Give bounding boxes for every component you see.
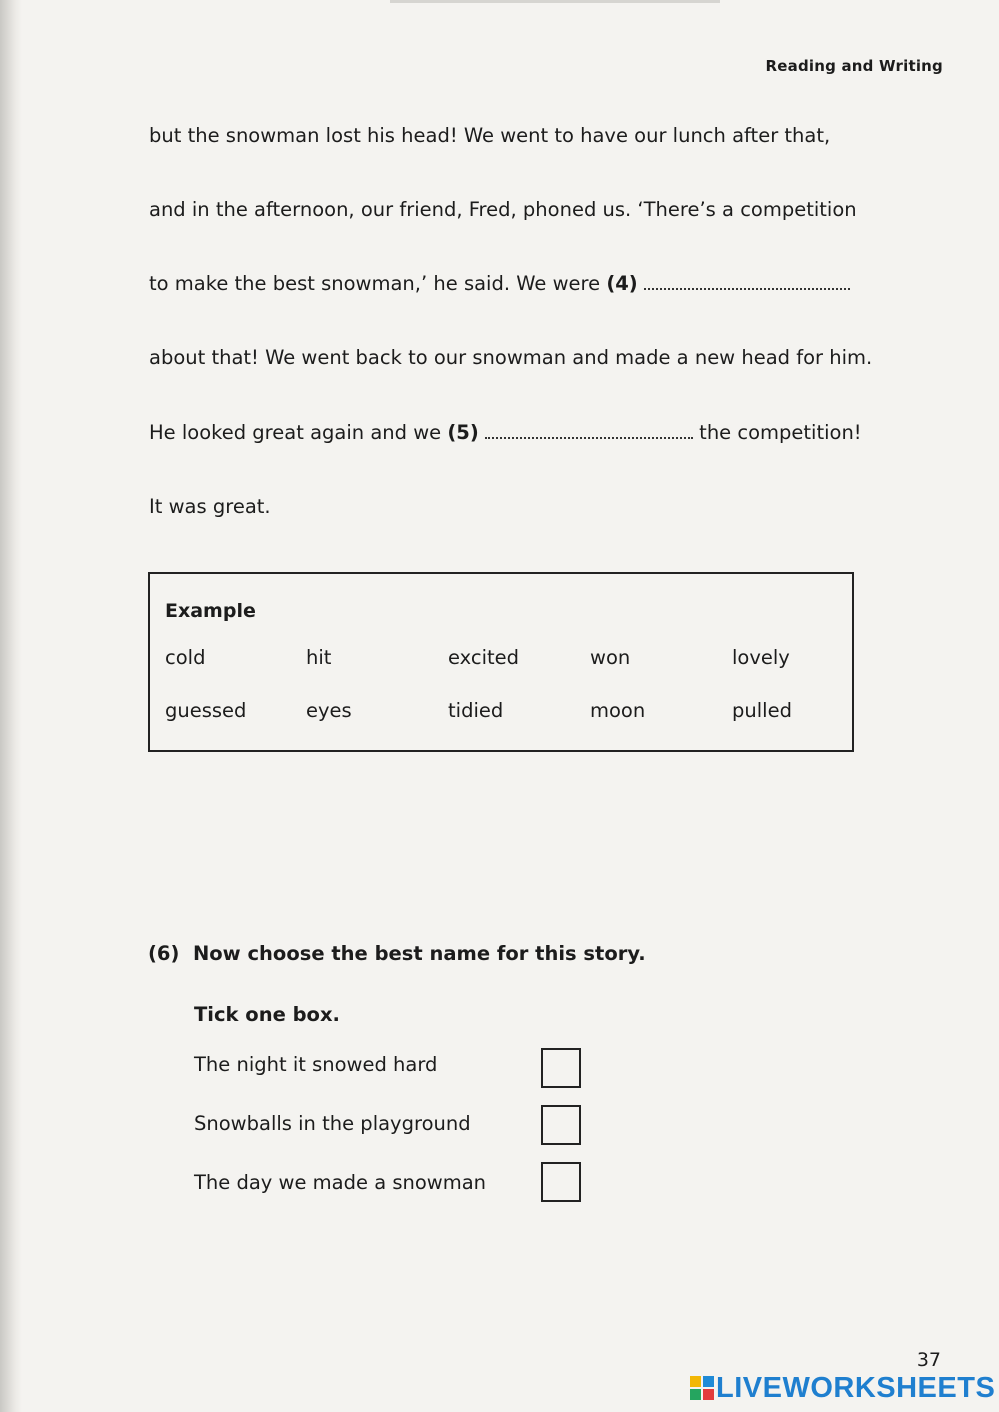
option-checkbox-1[interactable] — [541, 1048, 581, 1088]
tick-instruction: Tick one box. — [194, 1003, 340, 1026]
story-line-3: about that! We went back to our snowman and made a new head for him. — [149, 346, 873, 369]
page-number: 37 — [916, 1349, 941, 1371]
story-line-1: but the snowman lost his head! We went to have our lunch after that, — [149, 124, 831, 147]
section-header: Reading and Writing — [765, 57, 943, 75]
gap5-number: (5) — [447, 421, 479, 444]
question-6: (6) Now choose the best name for this story. — [148, 942, 646, 965]
liveworksheets-logo — [690, 1372, 995, 1404]
option-checkbox-2[interactable] — [541, 1105, 581, 1145]
word-bank-word: tidied — [448, 699, 504, 722]
liveworksheets-logo-text: LIVEWORKSHEETS — [716, 1371, 996, 1404]
word-bank-box — [148, 572, 854, 752]
liveworksheets-logo-icon — [690, 1376, 714, 1400]
word-bank-word: moon — [590, 699, 646, 722]
option-checkbox-3[interactable] — [541, 1162, 581, 1202]
gap5-text: He looked great again and we — [149, 421, 442, 444]
word-bank-word: excited — [448, 646, 520, 669]
page-binding-shadow — [0, 0, 22, 1412]
gap4-text: to make the best snowman,’ he said. We were — [149, 272, 601, 295]
word-bank-word: lovely — [732, 646, 790, 669]
option-label-1: The night it snowed hard — [194, 1053, 438, 1076]
word-bank-word: guessed — [165, 699, 247, 722]
word-bank-word: eyes — [306, 699, 352, 722]
top-edge-line — [390, 0, 720, 3]
word-bank-word: pulled — [732, 699, 792, 722]
option-label-3: The day we made a snowman — [194, 1171, 487, 1194]
story-line-gap4 — [149, 272, 850, 295]
word-bank-word: hit — [306, 646, 332, 669]
word-bank-word: cold — [165, 646, 206, 669]
gap5-after-text: the competition! — [699, 421, 862, 444]
story-line-gap5 — [149, 421, 862, 444]
story-line-2: and in the afternoon, our friend, Fred, phoned us. ‘There’s a competition — [149, 198, 857, 221]
option-label-2: Snowballs in the playground — [194, 1112, 471, 1135]
story-line-4: It was great. — [149, 495, 271, 518]
gap4-answer-field[interactable] — [644, 272, 850, 290]
word-bank-word: won — [590, 646, 631, 669]
word-bank-title: Example — [165, 600, 256, 622]
gap4-number: (4) — [606, 272, 638, 295]
gap5-answer-field[interactable] — [485, 421, 693, 439]
